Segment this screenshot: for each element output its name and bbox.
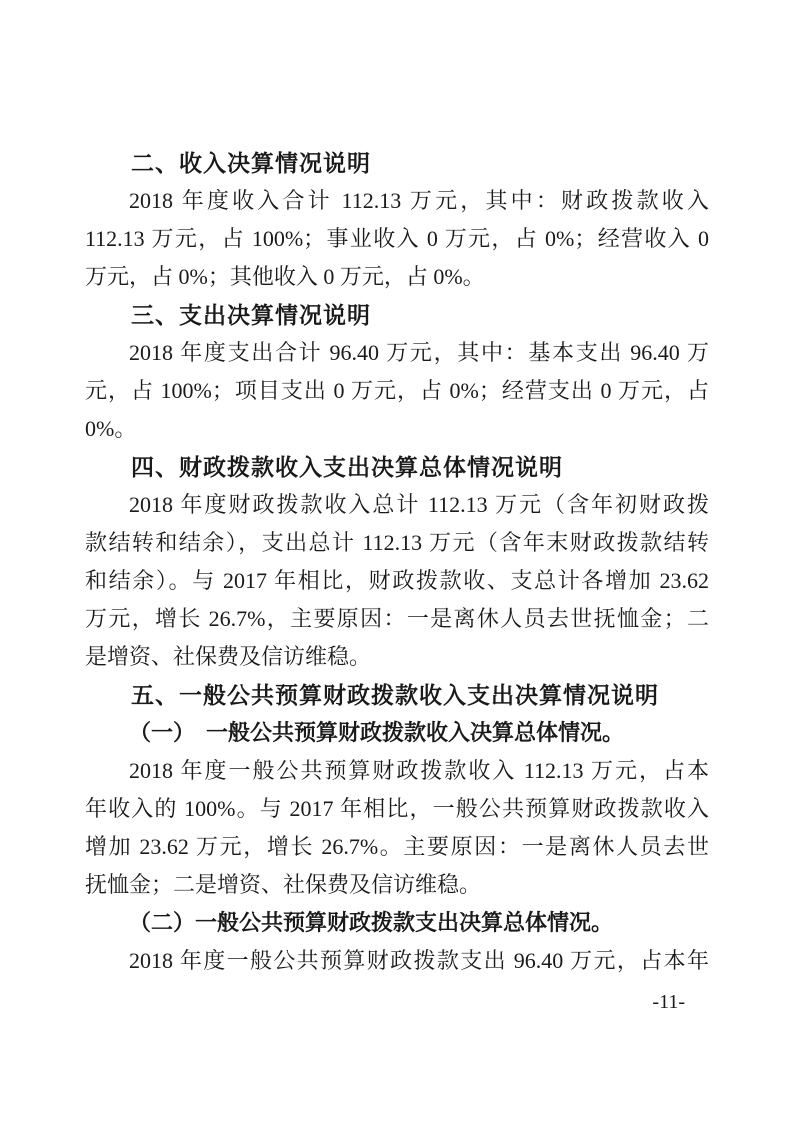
section-heading: 三、支出决算情况说明 bbox=[131, 302, 371, 328]
paragraph-line: 2018 年度一般公共预算财政拨款收入 112.13 万元，占本 bbox=[129, 758, 709, 783]
subsection-heading: （一） 一般公共预算财政拨款收入决算总体情况。 bbox=[129, 720, 625, 745]
section-heading: 五、一般公共预算财政拨款收入支出决算情况说明 bbox=[131, 682, 659, 708]
paragraph-line: 112.13 万元，占 100%；事业收入 0 万元，占 0%；经营收入 0 bbox=[85, 226, 709, 251]
section-heading: 二、收入决算情况说明 bbox=[131, 150, 371, 176]
document-content bbox=[85, 144, 709, 980]
paragraph-line: 增加 23.62 万元，增长 26.7%。主要原因：一是离休人员去世 bbox=[85, 834, 709, 859]
page-number: -11- bbox=[652, 991, 685, 1013]
paragraph-line: 0%。 bbox=[85, 416, 137, 441]
paragraph-line: 和结余）。与 2017 年相比，财政拨款收、支总计各增加 23.62 bbox=[85, 568, 709, 593]
subsection-heading: （二）一般公共预算财政拨款支出决算总体情况。 bbox=[129, 910, 614, 935]
paragraph-line: 2018 年度支出合计 96.40 万元，其中：基本支出 96.40 万 bbox=[129, 340, 709, 365]
section-heading: 四、财政拨款收入支出决算总体情况说明 bbox=[131, 454, 563, 480]
paragraph-line: 抚恤金；二是增资、社保费及信访维稳。 bbox=[85, 872, 482, 897]
paragraph-line: 万元，占 0%；其他收入 0 万元，占 0%。 bbox=[85, 264, 485, 289]
paragraph-line: 年收入的 100%。与 2017 年相比，一般公共预算财政拨款收入 bbox=[85, 796, 709, 821]
paragraph-line: 是增资、社保费及信访维稳。 bbox=[85, 644, 372, 669]
paragraph-line: 元，占 100%；项目支出 0 万元，占 0%；经营支出 0 万元，占 bbox=[85, 378, 709, 403]
paragraph-line: 2018 年度财政拨款收入总计 112.13 万元（含年初财政拨 bbox=[129, 492, 709, 517]
paragraph-line: 2018 年度一般公共预算财政拨款支出 96.40 万元，占本年 bbox=[129, 948, 709, 973]
paragraph-line: 2018 年度收入合计 112.13 万元，其中：财政拨款收入 bbox=[129, 188, 709, 213]
paragraph-line: 万元，增长 26.7%，主要原因：一是离休人员去世抚恤金；二 bbox=[85, 606, 709, 631]
paragraph-line: 款结转和结余），支出总计 112.13 万元（含年末财政拨款结转 bbox=[85, 530, 709, 555]
